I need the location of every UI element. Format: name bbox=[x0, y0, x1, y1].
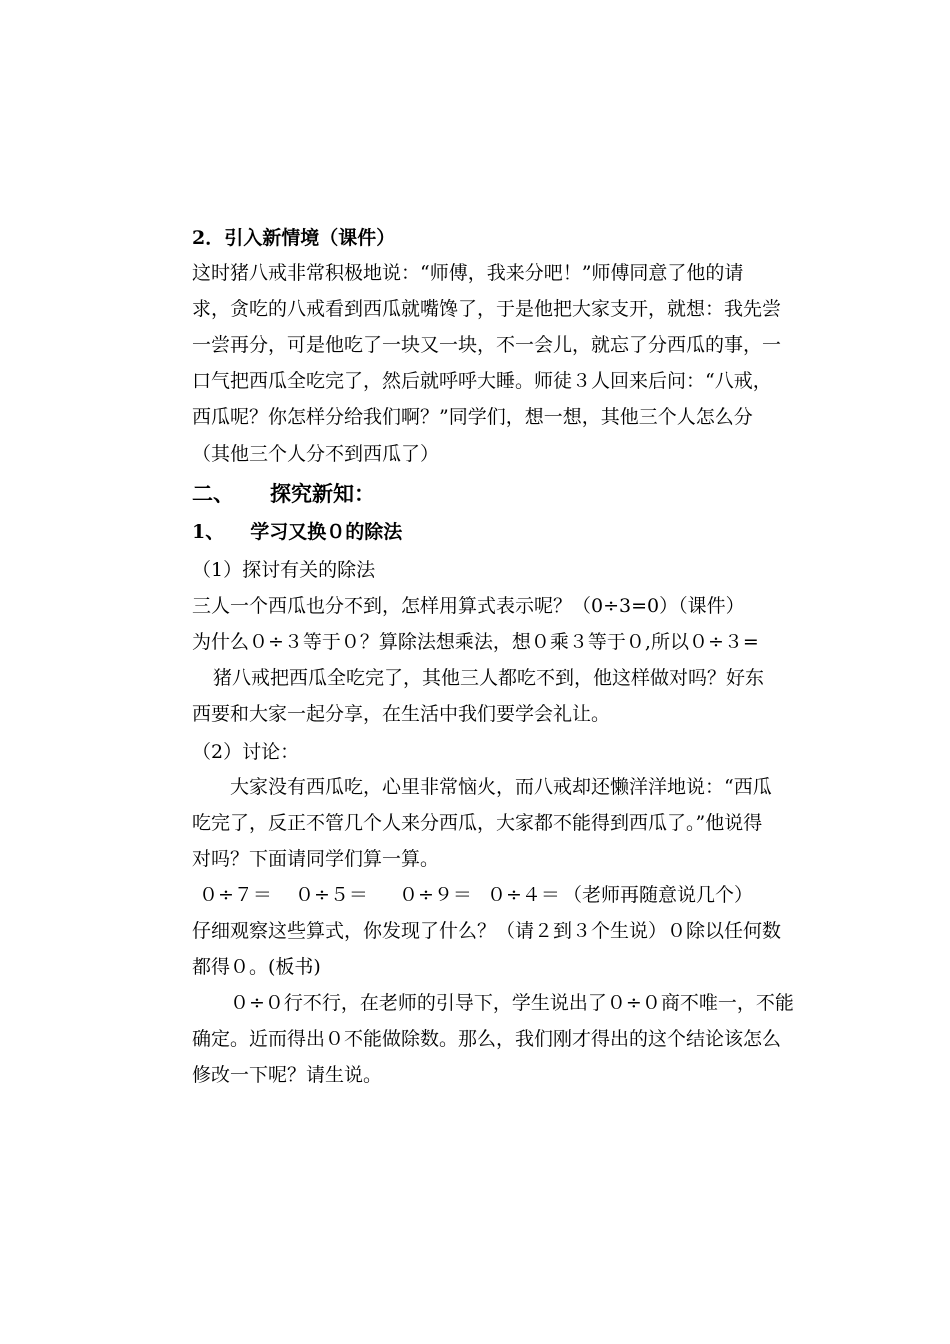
paragraph-line: 西要和大家一起分享，在生活中我们要学会礼让。 bbox=[192, 703, 611, 725]
paragraph-line: （其他三个人分不到西瓜了） bbox=[192, 443, 440, 465]
paragraph-line: 求，贪吃的八戒看到西瓜就嘴馋了，于是他把大家支开，就想：我先尝 bbox=[192, 298, 782, 320]
part2-label: （2）讨论： bbox=[192, 741, 300, 763]
equation-row bbox=[199, 883, 753, 907]
paragraph-line: 对吗？下面请同学们算一算。 bbox=[192, 848, 440, 870]
equation: ０÷４＝ bbox=[487, 884, 560, 906]
sub-heading bbox=[192, 520, 402, 544]
paragraph-line: 猪八戒把西瓜全吃完了，其他三人都吃不到，他这样做对吗？好东 bbox=[213, 667, 765, 689]
paragraph-line: 为什么０÷３等于０？算除法想乘法，想０乘３等于０,所以０÷３= bbox=[192, 631, 759, 653]
sub-heading-number: 1、 bbox=[192, 521, 225, 543]
sub-heading-text: 学习又换０的除法 bbox=[250, 521, 403, 543]
paragraph-line: 西瓜呢？你怎样分给我们啊？”同学们，想一想，其他三个人怎么分 bbox=[192, 406, 753, 428]
part1-label: （1）探讨有关的除法 bbox=[192, 559, 376, 581]
paragraph-line: 吃完了，反正不管几个人来分西瓜，大家都不能得到西瓜了。”他说得 bbox=[192, 812, 763, 834]
equation: ０÷７＝ bbox=[199, 884, 272, 906]
paragraph-line: 修改一下呢？请生说。 bbox=[192, 1064, 383, 1086]
equation-note: （老师再随意说几个） bbox=[563, 884, 754, 906]
main-heading bbox=[192, 482, 375, 506]
section-heading: 2．引入新情境（课件） bbox=[192, 227, 396, 249]
paragraph-line: 口气把西瓜全吃完了，然后就呼呼大睡。师徒３人回来后问：“八戒， bbox=[192, 370, 772, 392]
equation: ０÷５＝ bbox=[295, 884, 368, 906]
paragraph-line: 确定。近而得出０不能做除数。那么，我们刚才得出的这个结论该怎么 bbox=[192, 1028, 782, 1050]
main-heading-text: 探究新知： bbox=[270, 481, 375, 506]
paragraph-line: 三人一个西瓜也分不到，怎样用算式表示呢？（0÷3=0）（课件） bbox=[192, 595, 745, 617]
equation: ０÷９＝ bbox=[399, 884, 472, 906]
paragraph-line: 仔细观察这些算式，你发现了什么？（请２到３个生说）０除以任何数 bbox=[192, 920, 782, 942]
paragraph-line: 一尝再分，可是他吃了一块又一块，不一会儿，就忘了分西瓜的事，一 bbox=[192, 334, 782, 356]
paragraph-line: 都得０。(板书) bbox=[192, 956, 321, 978]
paragraph-line: 大家没有西瓜吃，心里非常恼火，而八戒却还懒洋洋地说：“西瓜 bbox=[230, 776, 772, 798]
paragraph-line: 这时猪八戒非常积极地说：“师傅，我来分吧！”师傅同意了他的请 bbox=[192, 262, 744, 284]
paragraph-line: ０÷０行不行，在老师的引导下，学生说出了０÷０商不唯一，不能 bbox=[230, 992, 794, 1014]
main-heading-number: 二、 bbox=[192, 481, 234, 506]
